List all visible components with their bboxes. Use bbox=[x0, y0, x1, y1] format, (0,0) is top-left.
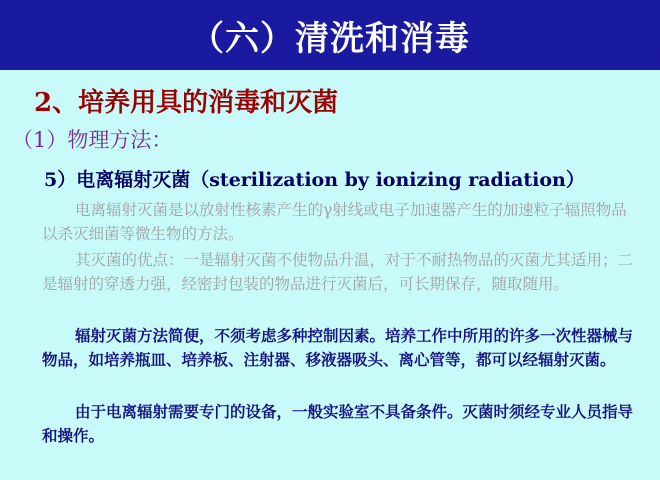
slide-title: （六）清洗和消毒 bbox=[190, 18, 470, 59]
method-heading: 5）电离辐射灭菌（sterilization by ionizing radiation） bbox=[44, 169, 585, 191]
usage-paragraph: 辐射灭菌方法简便，不须考虑多种控制因素。培养工作中所用的许多一次性器械与物品，如培养瓶皿、培养板、注射器、移液器吸头、离心管等，都可以经辐射灭菌。 bbox=[42, 326, 634, 369]
title-bar bbox=[0, 0, 660, 70]
advantages-paragraph: 其灭菌的优点：一是辐射灭菌不使物品升温，对于不耐热物品的灭菌尤其适用；二是辐射的穿透力强，经密封包装的物品进行灭菌后，可长期保存，随取随用。 bbox=[42, 251, 634, 293]
definition-paragraph: 电离辐射灭菌是以放射性核素产生的γ射线或电子加速器产生的加速粒子辐照物品以杀灭细菌等微生物的方法。 bbox=[42, 201, 627, 243]
section-heading: 2、培养用具的消毒和灭菌 bbox=[34, 88, 339, 118]
subsection-heading: （1）物理方法： bbox=[12, 128, 173, 152]
requirement-paragraph: 由于电离辐射需要专门的设备，一般实验室不具备条件。灭菌时须经专业人员指导和操作。 bbox=[42, 402, 634, 445]
